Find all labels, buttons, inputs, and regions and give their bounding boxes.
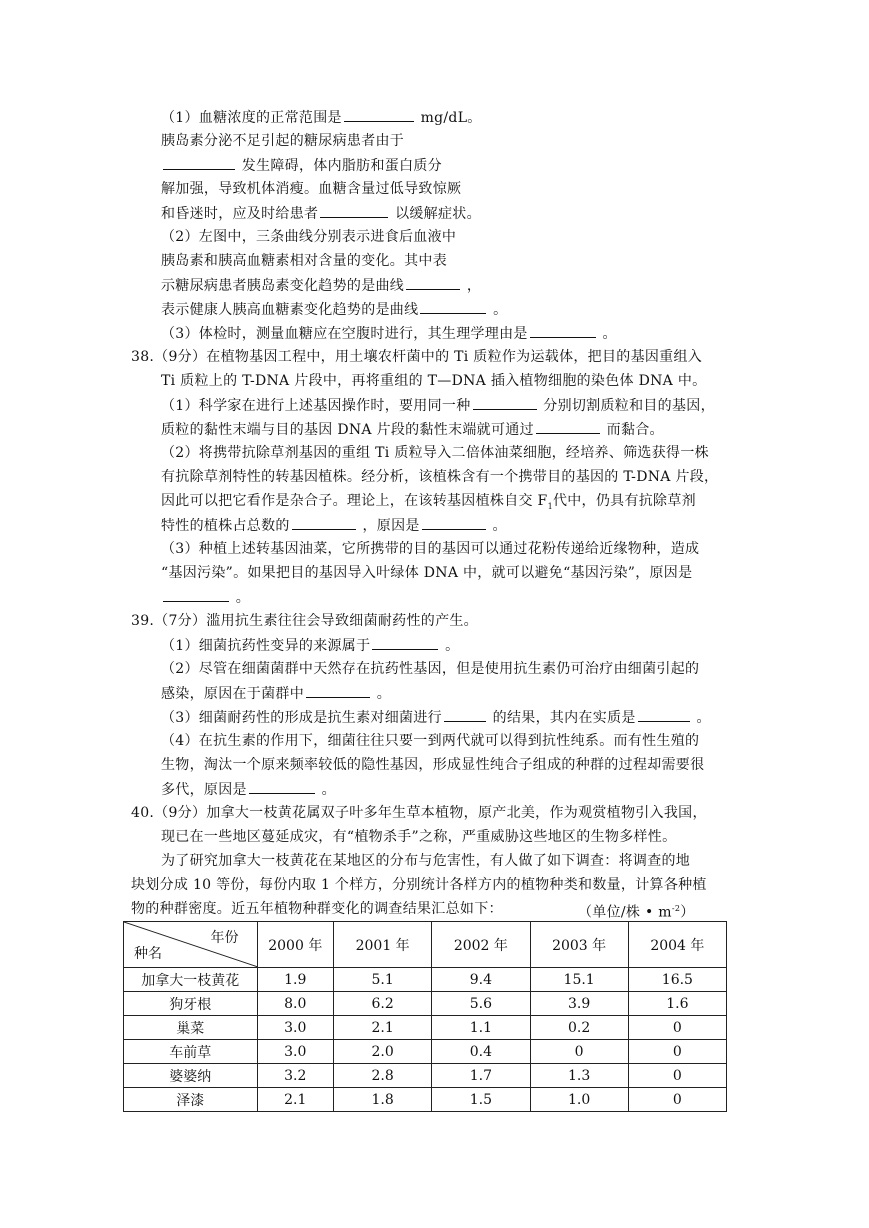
table-cell: 1.1: [432, 1016, 530, 1040]
answer-blank[interactable]: [163, 154, 235, 170]
q37-p1-text-e2: 以缓解症状。: [395, 206, 481, 222]
q38-s2-text-d3: 。: [492, 518, 507, 534]
table-row: [124, 1064, 727, 1088]
q37-line-9: [161, 298, 507, 321]
answer-blank[interactable]: [638, 706, 690, 722]
q37-line-7: 胰岛素和胰高血糖素相对含量的变化。其中表: [161, 253, 447, 269]
q39-s3-text-1: （3）细菌耐药性的形成是抗生素对细菌进行: [161, 710, 442, 726]
population-density-table: [123, 921, 727, 1112]
answer-blank[interactable]: [306, 682, 370, 698]
q37-p3-text: （3）体检时，测量血糖应在空腹时进行，其生理学理由是: [161, 326, 528, 342]
table-cell: 3.2: [257, 1064, 334, 1088]
q39-s4-line-2: 生物，淘汰一个原来频率较低的隐性基因，形成显性纯合子组成的种群的过程却需要很: [161, 757, 705, 773]
table-cell: 0: [530, 1040, 628, 1064]
q39-s1-end: 。: [445, 638, 460, 654]
table-cell: 1.5: [432, 1088, 530, 1112]
table-cell: 1.9: [257, 968, 334, 992]
answer-blank[interactable]: [163, 586, 229, 602]
answer-blank[interactable]: [406, 274, 460, 290]
table-cell: 2.0: [334, 1040, 432, 1064]
corner-species-label: 种名: [134, 946, 162, 962]
q37-line-8: [161, 274, 481, 297]
q38-s2-text-d2: ，原因是: [362, 518, 420, 534]
table-cell: 1.7: [432, 1064, 530, 1088]
table-cell: 8.0: [257, 992, 334, 1016]
table-unit: [578, 898, 695, 924]
unit-superscript: -2: [671, 904, 681, 913]
answer-blank[interactable]: [420, 298, 486, 314]
table-cell: 0: [628, 1064, 726, 1088]
q39-s2-line-2: [161, 682, 391, 705]
q37-line-4: 解加强，导致机体消瘦。血糖含量过低导致惊厥: [161, 181, 462, 197]
table-cell: 0.4: [432, 1040, 530, 1064]
q38-s1-text-b2: 而黏合。: [606, 422, 664, 438]
year-header: 2002 年: [432, 922, 530, 968]
q38-heading: 38.（9分）在植物基因工程中，用土壤农杆菌中的 Ti 质粒作为运载体，把目的基因重组入: [131, 349, 703, 365]
q37-line-10: [161, 322, 617, 345]
year-header: 2001 年: [334, 922, 432, 968]
unit-text: （单位/株 • m: [578, 904, 672, 921]
species-name: 婆婆纳: [124, 1064, 258, 1088]
q37-p2-text-c1: 示糖尿病患者胰岛素变化趋势的是曲线: [161, 278, 405, 294]
table-corner-cell: [124, 922, 258, 968]
q37-line-2: 胰岛素分泌不足引起的糖尿病患者由于: [161, 133, 405, 149]
table-cell: 6.2: [334, 992, 432, 1016]
table-row: [124, 1088, 727, 1112]
q39-s2-text-b2: 。: [376, 686, 392, 702]
q38-s3-line-1: （3）种植上述转基因油菜，它所携带的目的基因可以通过花粉传递给近缘物种，造成: [161, 541, 700, 557]
table-cell: 2.8: [334, 1064, 432, 1088]
table-cell: 5.1: [334, 968, 432, 992]
table-cell: 1.8: [334, 1088, 432, 1112]
species-name: 狗牙根: [124, 992, 258, 1016]
table-cell: 5.6: [432, 992, 530, 1016]
table-cell: 3.0: [257, 1016, 334, 1040]
answer-blank[interactable]: [536, 418, 600, 434]
q40-paragraph-2: 块划分成 10 等份，每份内取 1 个样方，分别统计各样方内的植物种类和数量，计算各种植: [131, 877, 707, 893]
q40-paragraph-3: 物的种群密度。近五年植物种群变化的调查结果汇总如下：: [131, 901, 503, 917]
answer-blank[interactable]: [422, 514, 486, 530]
q37-line-5: [161, 202, 481, 225]
table-cell: 2.1: [257, 1088, 334, 1112]
q37-line-3: [161, 154, 442, 177]
q37-line-1: [161, 106, 482, 129]
q38-s2-line-4: [161, 514, 507, 537]
table-cell: 1.3: [530, 1064, 628, 1088]
q39-s3-text-2: 的结果，其内在实质是: [492, 710, 636, 726]
q39-s2-line-1: （2）尽管在细菌菌群中天然存在抗药性基因，但是使用抗生素仍可治疗由细菌引起的: [161, 661, 700, 677]
q39-s3-line: [161, 706, 711, 729]
table-cell: 1.6: [628, 992, 726, 1016]
species-name: 泽漆: [124, 1088, 258, 1112]
unit-close: ）: [680, 904, 695, 921]
q39-s4-line-3: [161, 778, 336, 801]
answer-blank[interactable]: [444, 706, 486, 722]
q38-s1-text-a2: 分别切割质粒和目的基因，: [543, 398, 715, 414]
table-cell: 16.5: [628, 968, 726, 992]
table-cell: 3.0: [257, 1040, 334, 1064]
table-row: [124, 1040, 727, 1064]
q38-s1-line-2: [161, 418, 664, 441]
table-cell: 3.9: [530, 992, 628, 1016]
table-cell: 2.1: [334, 1016, 432, 1040]
q37-p1-text-e1: 和昏迷时，应及时给患者: [161, 206, 319, 222]
answer-blank[interactable]: [372, 634, 438, 650]
species-name: 加拿大一枝黄花: [124, 968, 258, 992]
table-row: [124, 1016, 727, 1040]
table-cell: 0: [628, 1016, 726, 1040]
q38-s1-line-1: [161, 394, 715, 417]
answer-blank[interactable]: [344, 106, 414, 122]
q37-line-6: （2）左图中，三条曲线分别表示进食后血液中: [161, 229, 457, 245]
q39-s2-text-b1: 感染，原因在于菌群中: [161, 686, 304, 702]
q39-s1-text: （1）细菌抗药性变异的来源属于: [161, 638, 371, 654]
q39-s3-text-3: 。: [696, 710, 711, 726]
answer-blank[interactable]: [473, 394, 537, 410]
q38-s2-line-1: （2）将携带抗除草剂基因的重组 Ti 质粒导入二倍体油菜细胞，经培养、筛选获得一株: [161, 445, 709, 461]
answer-blank[interactable]: [292, 514, 356, 530]
q40-paragraph-1: 为了研究加拿大一枝黄花在某地区的分布与危害性，有人做了如下调查：将调查的地: [161, 853, 691, 869]
q38-s2-text-c2: 代中，仍具有抗除草剂: [552, 493, 696, 509]
q38-s3-line-3: [161, 586, 250, 609]
q37-p1-text: （1）血糖浓度的正常范围是: [161, 110, 342, 126]
q37-p2-text-c2: ，: [466, 278, 482, 294]
q38-s2-line-2: 有抗除草剂特性的转基因植株。经分析，该植株含有一个携带目的基因的 T-DNA 片段，: [161, 469, 719, 485]
answer-blank[interactable]: [530, 322, 596, 338]
species-name: 巢菜: [124, 1016, 258, 1040]
q38-s3-end: 。: [235, 590, 251, 606]
q37-p1-text-c: 发生障碍，体内脂肪和蛋白质分: [241, 158, 442, 174]
subscript: 1: [547, 501, 553, 511]
q38-s2-text-c1: 因此可以把它看作是杂合子。理论上，在该转基因植株自交 F: [161, 493, 548, 509]
q39-s1-line: [161, 634, 459, 657]
q38-s2-text-d1: 特性的植株占总数的: [161, 518, 290, 534]
q39-s4-text-c2: 。: [321, 782, 336, 798]
table-cell: 1.0: [530, 1088, 628, 1112]
q38-heading-2: Ti 质粒上的 T-DNA 片段中，再将重组的 T—DNA 插入植物细胞的染色体 DNA 中。: [161, 373, 707, 389]
q37-p1-unit: mg/dL。: [420, 110, 482, 126]
q38-s1-text-b1: 质粒的黏性末端与目的基因 DNA 片段的黏性末端就可通过: [161, 422, 534, 438]
table-header-row: [124, 922, 727, 968]
year-header: 2000 年: [257, 922, 334, 968]
table-cell: 15.1: [530, 968, 628, 992]
q40-heading-2: 现已在一些地区蔓延成灾，有“植物杀手”之称，严重威胁这些地区的生物多样性。: [161, 829, 677, 845]
table-cell: 0: [628, 1040, 726, 1064]
table-row: [124, 968, 727, 992]
year-header: 2003 年: [530, 922, 628, 968]
q39-s4-line-1: （4）在抗生素的作用下，细菌往往只要一到两代就可以得到抗性纯系。而有性生殖的: [161, 733, 700, 749]
year-header: 2004 年: [628, 922, 726, 968]
q37-p2-text-d1: 表示健康人胰高血糖素变化趋势的是曲线: [161, 302, 419, 318]
q37-p2-text-d2: 。: [493, 302, 508, 318]
q39-s4-text-c1: 多代，原因是: [161, 782, 247, 798]
q40-heading: 40.（9分）加拿大一枝黄花属双子叶多年生草本植物，原产北美，作为观赏植物引入我国，: [131, 805, 707, 821]
q38-s3-line-2: “基因污染”。如果把目的基因导入叶绿体 DNA 中，就可以避免“基因污染”，原因是: [161, 565, 693, 581]
table-cell: 0: [628, 1088, 726, 1112]
table-cell: 0.2: [530, 1016, 628, 1040]
table-row: [124, 992, 727, 1016]
q39-heading: 39.（7分）滥用抗生素往往会导致细菌耐药性的产生。: [131, 613, 478, 629]
answer-blank[interactable]: [320, 202, 388, 218]
q37-p3-end: 。: [602, 326, 617, 342]
species-name: 车前草: [124, 1040, 258, 1064]
table-cell: 9.4: [432, 968, 530, 992]
answer-blank[interactable]: [249, 778, 315, 794]
corner-year-label: 年份: [210, 930, 239, 946]
q38-s1-text-a1: （1）科学家在进行上述基因操作时，要用同一种: [161, 398, 471, 414]
